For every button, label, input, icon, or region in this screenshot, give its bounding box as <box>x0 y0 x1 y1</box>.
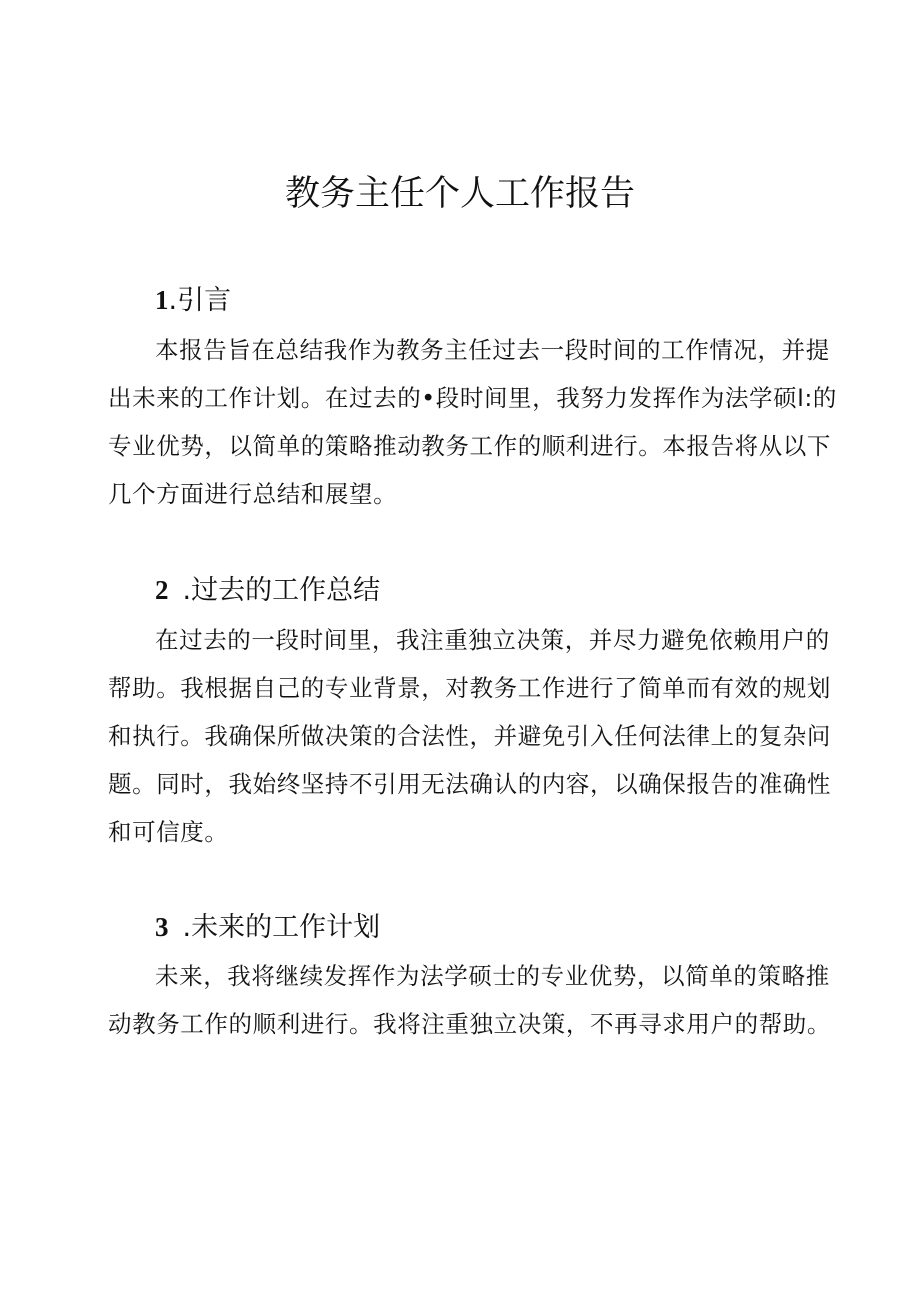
section-paragraph-past-work <box>108 616 831 856</box>
paragraph-line: 几个方面进行总结和展望。 <box>108 480 398 508</box>
section-heading-past-work <box>155 570 380 611</box>
paragraph-line: 未来，我将继续发挥作为法学硕士的专业优势，以简单的策略推 <box>155 962 830 990</box>
section-heading-future-plan <box>155 907 380 948</box>
section-paragraph-introduction <box>108 326 838 518</box>
section-heading-text: .引言 <box>168 285 232 316</box>
paragraph-line: 帮助。我根据自己的专业背景，对教务工作进行了简单而有效的规划 <box>108 674 831 702</box>
section-paragraph-future-plan <box>108 952 831 1048</box>
paragraph-line: 专业优势，以简单的策略推动教务工作的顺利进行。本报告将从以下 <box>108 432 831 460</box>
section-heading-text: .过去的工作总结 <box>182 575 381 606</box>
section-heading-introduction <box>155 280 231 321</box>
paragraph-line: 和执行。我确保所做决策的合法性，并避免引入任何法律上的复杂问 <box>108 722 831 750</box>
paragraph-line: 出未来的工作计划。在过去的•段时间里，我努力发挥作为法学硕l:的 <box>108 384 838 412</box>
paragraph-line: 动教务工作的顺利进行。我将注重独立决策，不再寻求用户的帮助。 <box>108 1010 831 1038</box>
section-heading-text: .未来的工作计划 <box>182 912 381 943</box>
paragraph-line: 题。同时，我始终坚持不引用无法确认的内容，以确保报告的准确性 <box>108 770 831 798</box>
section-number: 3 <box>155 912 169 942</box>
paragraph-line: 本报告旨在总结我作为教务主任过去一段时间的工作情况，并提 <box>155 336 830 364</box>
paragraph-line: 和可信度。 <box>108 818 229 846</box>
section-number: 1 <box>155 285 169 315</box>
section-number: 2 <box>155 575 169 605</box>
document-title: 教务主任个人工作报告 <box>284 174 635 214</box>
paragraph-line: 在过去的一段时间里，我注重独立决策，并尽力避免依赖用户的 <box>155 626 830 654</box>
